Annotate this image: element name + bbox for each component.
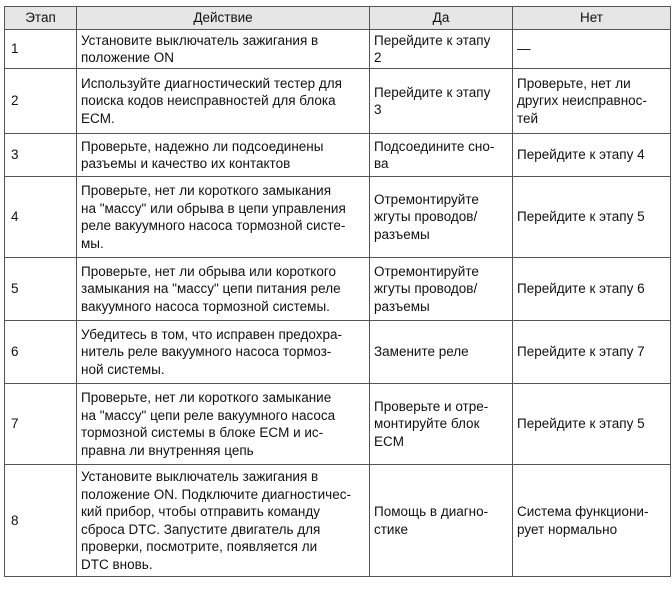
yes-cell: Проверьте и отре- монтируйте блок ECM [370,384,513,465]
step-cell: 7 [5,384,77,465]
no-cell: Система функциони- рует нормально [513,465,671,577]
step-cell: 3 [5,134,77,177]
header-row [5,7,671,30]
action-cell: Убедитесь в том, что исправен предохра- нитель реле вакуумного насоса тормоз- ной системы. [77,321,370,384]
action-cell: Проверьте, надежно ли подсоединены разъемы и качество их контактов [77,134,370,177]
step-cell: 4 [5,177,77,258]
no-cell: Перейдите к этапу 4 [513,134,671,177]
no-cell: Перейдите к этапу 5 [513,384,671,465]
step-cell: 8 [5,465,77,577]
yes-cell: Перейдите к этапу 2 [370,30,513,69]
table-row [5,134,671,177]
action-cell: Используйте диагностический тестер для поиска кодов неисправностей для блока ECM. [77,69,370,134]
action-cell: Установите выключатель зажигания в положение ON [77,30,370,69]
step-cell: 6 [5,321,77,384]
table-row [5,384,671,465]
header-no: Нет [513,7,671,30]
header-yes: Да [370,7,513,30]
no-cell: Проверьте, нет ли других неисправнос- тей [513,69,671,134]
table-row [5,321,671,384]
step-cell: 1 [5,30,77,69]
action-cell: Проверьте, нет ли короткого замыкания на "массу" или обрыва в цепи управления реле вакуумного насоса тормозной систе- мы. [77,177,370,258]
action-cell: Проверьте, нет ли короткого замыкание на "массу" цепи реле вакуумного насоса тормозной системы в блоке ECM и ис- правна ли внутренняя цепь [77,384,370,465]
table-row [5,177,671,258]
diagnostic-table [4,6,671,577]
no-cell: Перейдите к этапу 7 [513,321,671,384]
no-cell: Перейдите к этапу 5 [513,177,671,258]
table-row [5,69,671,134]
yes-cell: Замените реле [370,321,513,384]
table-row [5,465,671,577]
table-row [5,258,671,321]
yes-cell: Подсоедините сно- ва [370,134,513,177]
yes-cell: Перейдите к этапу 3 [370,69,513,134]
no-cell: Перейдите к этапу 6 [513,258,671,321]
header-action: Действие [77,7,370,30]
table-row [5,30,671,69]
action-cell: Проверьте, нет ли обрыва или короткого замыкания на "массу" цепи питания реле вакуумного насоса тормозной системы. [77,258,370,321]
yes-cell: Отремонтируйте жгуты проводов/ разъемы [370,177,513,258]
header-step: Этап [5,7,77,30]
step-cell: 5 [5,258,77,321]
step-cell: 2 [5,69,77,134]
yes-cell: Отремонтируйте жгуты проводов/ разъемы [370,258,513,321]
yes-cell: Помощь в диагно- стике [370,465,513,577]
no-cell: — [513,30,671,69]
action-cell: Установите выключатель зажигания в положение ON. Подключите диагностичес- кий прибор, чтобы отправить команду сброса DTC. Запустите двигатель для проверки, посмотрите, появляется ли DTC вновь. [77,465,370,577]
